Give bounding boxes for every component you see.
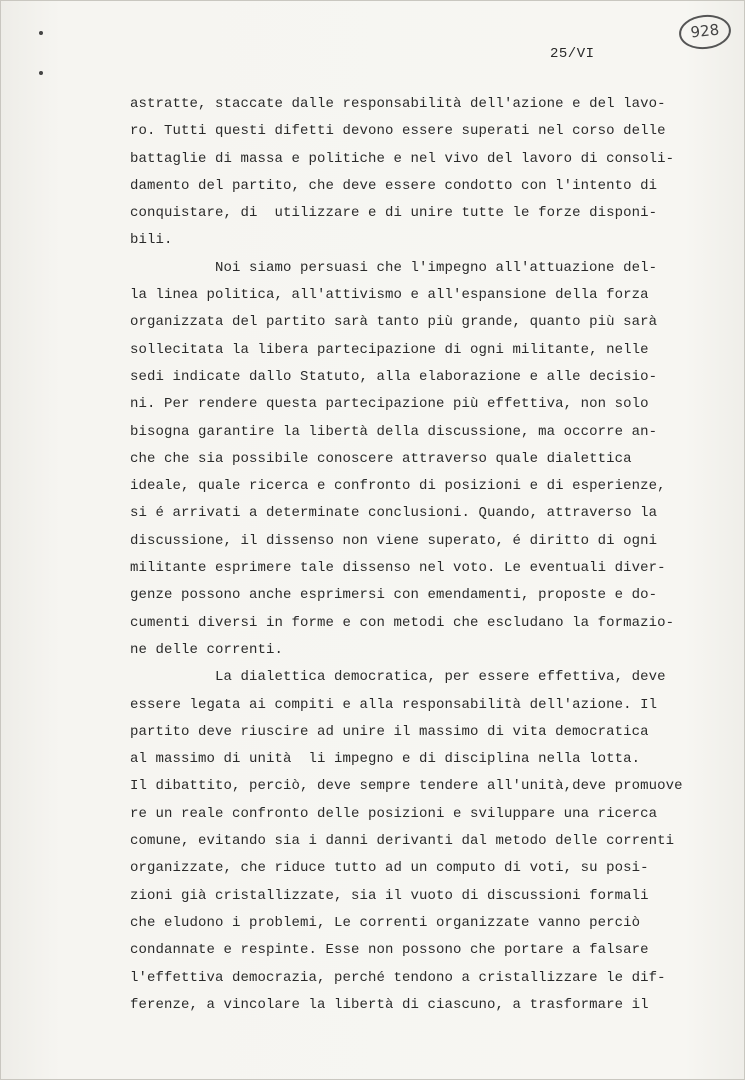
text-line: ni. Per rendere questa partecipazione più effettiva, non solo xyxy=(130,396,649,413)
text-line: comune, evitando sia i danni derivanti dal metodo delle correnti xyxy=(130,833,675,850)
text-line: battaglie di massa e politiche e nel vivo del lavoro di consoli- xyxy=(130,150,675,167)
text-line: bisogna garantire la libertà della discussione, ma occorre an- xyxy=(130,423,658,440)
text-line: sollecitata la libera partecipazione di ogni militante, nelle xyxy=(130,341,649,358)
text-line: sedi indicate dallo Statuto, alla elaborazione e alle decisio- xyxy=(130,368,658,385)
text-line: si é arrivati a determinate conclusioni. Quando, attraverso la xyxy=(130,505,658,522)
text-line: bili. xyxy=(130,232,173,249)
text-line: cumenti diversi in forme e con metodi che escludano la formazio- xyxy=(130,614,675,631)
text-line: zioni già cristallizzate, sia il vuoto di discussioni formali xyxy=(130,887,649,904)
text-line: organizzata del partito sarà tanto più grande, quanto più sarà xyxy=(130,314,658,331)
text-line: re un reale confronto delle posizioni e sviluppare una ricerca xyxy=(130,805,658,822)
text-line: la linea politica, all'attivismo e all'espansione della forza xyxy=(130,287,649,304)
text-line: militante esprimere tale dissenso nel voto. Le eventuali diver- xyxy=(130,560,666,577)
page-number: 25/VI xyxy=(550,46,595,62)
text-line: conquistare, di utilizzare e di unire tutte le forze disponi- xyxy=(130,205,658,222)
text-line: discussione, il dissenso non viene superato, é diritto di ogni xyxy=(130,532,658,549)
text-line: damento del partito, che deve essere condotto con l'intento di xyxy=(130,177,658,194)
body-text xyxy=(130,91,683,1019)
text-line: condannate e respinte. Esse non possono che portare a falsare xyxy=(130,942,649,959)
text-line: ne delle correnti. xyxy=(130,641,284,658)
text-line: al massimo di unità li impegno e di disciplina nella lotta. xyxy=(130,751,641,768)
text-line: ideale, quale ricerca e confronto di posizioni e di esperienze, xyxy=(130,478,666,495)
text-line: partito deve riuscire ad unire il massimo di vita democratica xyxy=(130,723,649,740)
text-line: ferenze, a vincolare la libertà di ciascuno, a trasformare il xyxy=(130,996,649,1013)
text-line: essere legata ai compiti e alla responsabilità dell'azione. Il xyxy=(130,696,658,713)
binder-hole-mark xyxy=(39,31,43,35)
text-line: Il dibattito, perciò, deve sempre tendere all'unità,deve promuove xyxy=(130,778,683,795)
text-line: che che sia possibile conoscere attraverso quale dialettica xyxy=(130,450,632,467)
text-line: organizzate, che riduce tutto ad un computo di voti, su posi- xyxy=(130,860,649,877)
binder-hole-mark xyxy=(39,71,43,75)
text-line: Noi siamo persuasi che l'impegno all'attuazione del- xyxy=(215,259,658,276)
text-line: astratte, staccate dalle responsabilità dell'azione e del lavo- xyxy=(130,96,666,112)
text-line: genze possono anche esprimersi con emendamenti, proposte e do- xyxy=(130,587,658,604)
text-line: La dialettica democratica, per essere effettiva, deve xyxy=(215,669,666,686)
text-line: che eludono i problemi, Le correnti organizzate vanno perciò xyxy=(130,914,641,931)
text-line: l'effettiva democrazia, perché tendono a cristallizzare le dif- xyxy=(130,969,666,986)
archive-stamp: 928 xyxy=(677,12,732,51)
text-line: ro. Tutti questi difetti devono essere superati nel corso delle xyxy=(130,123,666,140)
